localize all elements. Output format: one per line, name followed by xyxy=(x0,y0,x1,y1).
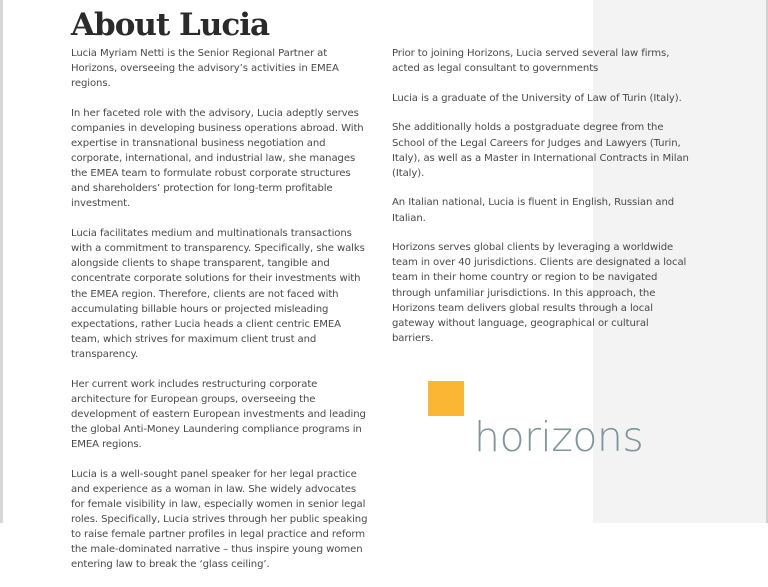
horizons-logo-wordmark: horizons xyxy=(474,413,644,461)
bio-paragraph-postgraduate: She additionally holds a postgraduate degree from the School of the Legal Careers for Judges and Lawyers (Turin, Italy), as well as a Master in International Contracts in Milan (Italy). xyxy=(392,122,689,179)
page-title: About Lucia xyxy=(71,7,270,43)
left-column xyxy=(71,46,371,587)
bio-paragraph-horizons: Horizons serves global clients by leveraging a worldwide team in over 40 jurisdictions. Clients are designated a local team in their home country or region to be navigated through unfamiliar jurisdictions. In this approach, the Horizons team delivers global results through a local gateway without language, geographical or cultural barriers. xyxy=(392,242,687,344)
bio-paragraph-current-work: Her current work includes restructuring corporate architecture for European groups, overseeing the development of eastern European investments and leading the global Anti-Money Laundering compliance programs in EMEA regions. xyxy=(71,378,366,450)
page-left-border xyxy=(0,0,3,523)
bio-paragraph-languages: An Italian national, Lucia is fluent in English, Russian and Italian. xyxy=(392,197,675,224)
horizons-logo-square-icon xyxy=(428,381,464,416)
bio-paragraph-prior-roles: Prior to joining Horizons, Lucia served several law firms, acted as legal consultant to governments xyxy=(392,48,670,75)
bio-paragraph-education: Lucia is a graduate of the University of Law of Turin (Italy). xyxy=(392,92,682,104)
bio-paragraph-faceted-role: In her faceted role with the advisory, Lucia adeptly serves companies in developing business operations abroad. With expertise in transnational business negotiation and corporate, international, and industrial law, she manages the EMEA team to formulate robust corporate structures and shareholders’ protection for long-term profitable investment. xyxy=(71,107,364,210)
bio-paragraph-transactions: Lucia facilitates medium and multinationals transactions with a commitment to transparency. Specifically, she walks alongside clients to shape transparent, tangible and concentrate corporate solutions for their investments with the EMEA region. Therefore, clients are not faced with accumulating billable hours or projected misleading expectations, rather Lucia heads a client centric EMEA team, which strives for maximum client trust and transparency. xyxy=(71,228,365,360)
bio-paragraph-role: Lucia Myriam Netti is the Senior Regional Partner at Horizons, overseeing the advisory’s activities in EMEA regions. xyxy=(71,48,339,90)
right-column xyxy=(392,46,692,360)
bio-paragraph-speaker: Lucia is a well-sought panel speaker for her legal practice and experience as a woman in law. She widely advocates for female visibility in law, especially women in senior legal roles. Specifically, Lucia strives through her public speaking to raise female partner profiles in legal practice and reform the male-dominated narrative – thus inspire young women entering law to break the ‘glass ceiling’. xyxy=(71,468,368,571)
